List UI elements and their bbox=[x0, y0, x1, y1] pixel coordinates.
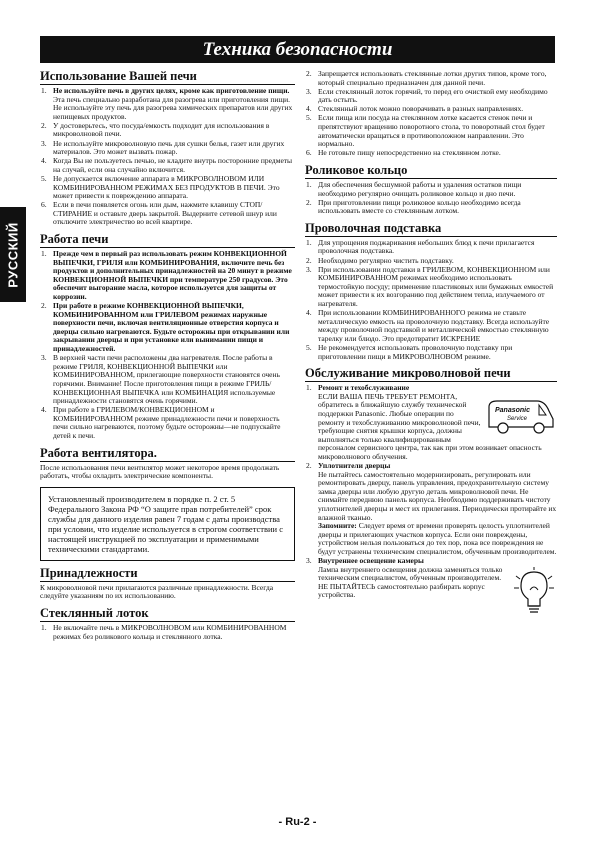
item-text: Не используйте микроволновую печь для сушки белья, газет или других материалов. Это может вызвать пожар. bbox=[53, 138, 285, 157]
section-heading: Обслуживание микроволновой печи bbox=[305, 367, 557, 382]
numbered-list bbox=[40, 250, 295, 441]
item-text: При приготовлении пищи роликовое кольцо необходимо всегда использовать вместе со стеклянным лотком. bbox=[318, 197, 521, 216]
language-label: РУССКИЙ bbox=[5, 221, 21, 288]
numbered-list bbox=[305, 70, 557, 158]
section-heading: Стеклянный лоток bbox=[40, 607, 295, 622]
section-oven-operation bbox=[40, 233, 295, 441]
item-number: 6. bbox=[41, 200, 47, 210]
list-item bbox=[305, 149, 557, 158]
item-text: Стеклянный лоток можно поворачивать в разных направлениях. bbox=[318, 104, 524, 114]
list-item bbox=[40, 302, 295, 354]
item-number: 4. bbox=[306, 104, 312, 114]
note-text: Следует время от времени проверять целость уплотнителей дверцы и прилегающих участков корпуса. Если они повреждены, устройством нельзя пользоваться до тех пор, пока все повреждения не будут устранены техническим специалистом, обученным производителем. bbox=[318, 521, 557, 556]
section-maintenance bbox=[305, 367, 557, 600]
item-lead: Прежде чем в первый раз использовать режим КОНВЕКЦИОННОЙ ВЫПЕЧКИ, ГРИЛЯ или КОМБИНИРОВАНИЯ, включите печь без продуктов и дополнительных принадлежностей на 20 минут в режиме КОНВЕКЦИОННОЙ ВЫПЕЧКИ при температуре 250 градусов. Это обеспечит выгорание масла, которое используется для защиты от коррозии. bbox=[53, 249, 292, 301]
list-item bbox=[40, 624, 295, 641]
item-text: Не допускается включение аппарата в МИКРОВОЛНОВОМ ИЛИ КОМБИНИРОВАННОМ РЕЖИМАХ БЕЗ ПРОДУКТОВ В ПЕЧИ. Это может привести к повреждению аппарата. bbox=[53, 173, 280, 201]
item-number: 2. bbox=[306, 69, 312, 78]
item-number: 2. bbox=[41, 120, 47, 130]
item-text: Для обеспечения бесшумной работы и удаления остатков пищи необходимо регулярно очищать роликовое кольцо и дно печи. bbox=[318, 179, 522, 198]
list-item bbox=[40, 406, 295, 440]
item-text: Лампа внутреннего освещения должна заменяться только техническим специалистом, обученным производителем. НЕ ПЫТАЙТЕСЬ самостоятельно разбирать корпус устройства. bbox=[318, 564, 503, 600]
item-text: У достоверьтесь, что посуда/емкость подходит для использования в микроволновой печи. bbox=[53, 120, 270, 139]
item-number: 1. bbox=[41, 249, 47, 258]
item-text: Для упрощения поджаривания небольших блюд к печи прилагается проволочная подставка. bbox=[318, 237, 535, 256]
list-item: 1. Ремонт и техобслуживание Panasonic Service ЕСЛИ ВАША ПЕЧЬ ТРЕБУЕТ РЕМОНТА, обратитесь в ближайшую службу технической поддержки Panasonic. Любые операции по ремонту и техобслуживанию микроволновой печи, требующие снятия крышки корпуса, должны выполняться только квалифицированным персоналом сервисного центра, так как при этом возникает опасность микроволнового облучения. bbox=[305, 384, 557, 461]
numbered-list bbox=[305, 181, 557, 216]
item-text: При использовании КОМБИНИРОВАННОГО режима не ставьте металлическую емкость на проволочную подставку. Всегда используйте между проволочной подставкой и металлической емкостью стеклянную тарелку или блюдо. Это предотвратит ИСКРЕНИЕ bbox=[318, 308, 550, 343]
section-heading: Использование Вашей печи bbox=[40, 70, 295, 85]
item-number: 1. bbox=[41, 622, 47, 632]
list-item bbox=[40, 175, 295, 201]
item-text: Если пища или посуда на стеклянном лотке касается стенок печи и препятствуют вращению поворотного стола, то поворотный стол будет автоматически вращаться в противоположном направлении. Это нормально. bbox=[318, 113, 545, 149]
list-item bbox=[40, 157, 295, 174]
item-number: 5. bbox=[306, 342, 312, 352]
page-number: - Ru-2 - bbox=[278, 816, 317, 828]
item-number: 1. bbox=[306, 237, 312, 247]
item-number: 4. bbox=[41, 405, 47, 415]
numbered-list bbox=[40, 87, 295, 227]
item-lead: При работе в режиме КОНВЕКЦИОННОЙ ВЫПЕЧКИ, КОМБИНИРОВАННОМ или ГРИЛЕВОМ режимах наружные поверхности печи, включая вентиляционные отверстия корпуса и дверцы сильно нагреваются. Будьте осторожны при открывании или закрывании дверцы и при установке или вынимании пищи и принадлежностей. bbox=[53, 301, 290, 354]
van-brand-text: Panasonic bbox=[495, 406, 531, 414]
section-oven-use bbox=[40, 70, 295, 227]
item-text: Не пытайтесь самостоятельно модернизировать, регулировать или ремонтировать дверцу, панель управления, предохранительную систему замка дверцы или любую другую деталь микроволновой печи. Не снимайте переднюю панель корпуса. Необходимо поддерживать чистоту уплотнителей дверцы и мест их прилегания. Периодически протирайте их влажной тканью. bbox=[318, 469, 557, 522]
item-text: ЕСЛИ ВАША ПЕЧЬ ТРЕБУЕТ РЕМОНТА, обратитесь в ближайшую службу технической поддержки Panasonic. Любые операции по ремонту и техобслуживанию микроволновой печи, требующие снятия крышки корпуса, должны выполняться только квалифицированным персоналом сервисного центра, так как при этом возникает опасность микроволнового облучения. bbox=[318, 391, 542, 461]
list-item bbox=[305, 88, 557, 105]
list-item bbox=[305, 344, 557, 361]
language-tab bbox=[0, 207, 26, 302]
numbered-list bbox=[40, 624, 295, 641]
item-text: Не рекомендуется использовать проволочную подставку при приготовлении пищи в МИКРОВОЛНОВОМ режиме. bbox=[318, 342, 513, 361]
section-roller-ring bbox=[305, 164, 557, 216]
van-service-text: Service bbox=[507, 415, 528, 422]
item-number: 1. bbox=[306, 179, 312, 189]
item-text: Если в печи появляется огонь или дым, нажмите клавишу СТОП/СТИРАНИЕ и оставьте дверь закрытой. Выдерните сетевой шнур или отключите электричество во всей квартире. bbox=[53, 200, 277, 227]
service-van-icon bbox=[485, 393, 557, 437]
item-number: 1. bbox=[41, 86, 47, 95]
section-glass-tray bbox=[40, 607, 295, 641]
service-life-notice: Установленный производителем в порядке п. 2 ст. 5 Федерального Закона РФ “О защите прав потребителей” срок службы для данного изделия равен 7 годам с даты производства при условии, что изделие используется в строгом соответствии с настоящей инструкцией по эксплуатации и применимыми техническими стандартами. bbox=[40, 487, 295, 561]
list-item bbox=[40, 87, 295, 121]
paragraph: К микроволновой печи прилагаются различные принадлежности. Всегда следуйте указаниям по их использованию. bbox=[40, 582, 274, 601]
section-glass-tray-continued bbox=[305, 70, 557, 158]
list-item bbox=[40, 250, 295, 302]
light-bulb-icon bbox=[511, 566, 557, 618]
item-text: Необходимо регулярно чистить подставку. bbox=[318, 255, 454, 265]
list-item bbox=[305, 70, 557, 87]
item-text: Не включайте печь в МИКРОВОЛНОВОМ или КОМБИНИРОВАННОМ режимах без роликового кольца и стеклянного лотка. bbox=[53, 622, 287, 641]
item-text: В верхней части печи расположены два нагревателя. После работы в режиме ГРИЛЯ, КОНВЕКЦИОННОЙ ВЫПЕЧКИ или КОМБИНИРОВАННОМ, прилегающие поверхности становятся очень горячими. Внимание! После приготовления пищи в режиме ГРИЛЬ/КОНВЕКЦИОННАЯ ВЫПЕЧКА или КОМБИНАЦИЯ используемые принадлежности становятся очень горячими. bbox=[53, 353, 280, 406]
list-item bbox=[305, 239, 557, 256]
numbered-list bbox=[305, 239, 557, 361]
page-title: Техника безопасности bbox=[40, 36, 555, 63]
item-number: 5. bbox=[306, 113, 312, 123]
item-number: 3. bbox=[41, 353, 47, 363]
item-text: При работе в ГРИЛЕВОМ/КОНВЕКЦИОННОМ и КОМБИНИРОВАННОМ режиме принадлежности печи и поверхность печи сильно нагреваются, поэтому будьте осторожны—не подпускайте детей к печи. bbox=[53, 405, 281, 440]
section-accessories bbox=[40, 567, 295, 601]
item-title: Внутреннее освещение камеры bbox=[318, 556, 424, 565]
item-number: 3. bbox=[306, 86, 312, 96]
section-heading: Принадлежности bbox=[40, 567, 295, 582]
item-title: Уплотнители дверцы bbox=[318, 460, 391, 470]
list-item bbox=[305, 266, 557, 309]
section-heading: Работа печи bbox=[40, 233, 295, 248]
item-number: 2. bbox=[41, 301, 47, 311]
item-text: При использовании подставки в ГРИЛЕВОМ, КОНВЕКЦИОННОМ или КОМБИНИРОВАННОМ режимах необходимо использовать термостойкую посуду; применение пластиковых или бумажных емкостей может привести к их возгоранию под действием тепла, излучаемого от нагревателя. bbox=[318, 264, 554, 308]
list-item bbox=[305, 309, 557, 343]
section-heading: Роликовое кольцо bbox=[305, 164, 557, 179]
left-column bbox=[40, 70, 295, 647]
item-number: 3. bbox=[41, 138, 47, 148]
section-heading: Проволочная подставка bbox=[305, 222, 557, 237]
item-text: Когда Вы не пользуетесь печью, не кладите внутрь посторонние предметы на случай, если она случайно включится. bbox=[53, 156, 293, 174]
item-text: Если стеклянный лоток горячий, то перед его очисткой ему необходимо дать остыть. bbox=[318, 86, 548, 105]
section-wire-rack bbox=[305, 222, 557, 361]
item-number: 2. bbox=[306, 255, 312, 265]
section-fan bbox=[40, 447, 295, 481]
numbered-list bbox=[305, 384, 557, 600]
item-number: 4. bbox=[41, 156, 47, 166]
list-item bbox=[305, 199, 557, 216]
note-label: Запомните: bbox=[318, 521, 357, 531]
item-number: 3. bbox=[306, 264, 312, 274]
list-item: 3. Внутреннее освещение камеры Лампа внутреннего освещения должна заменяться только техническим специалистом, обученным производителем. НЕ ПЫТАЙТЕСЬ самостоятельно разбирать корпус устройства. bbox=[305, 557, 557, 600]
paragraph: После использования печи вентилятор может некоторое время продолжать работать, чтобы охладить электрические компоненты. bbox=[40, 462, 280, 481]
item-number: 6. bbox=[306, 148, 312, 158]
list-item bbox=[305, 181, 557, 198]
list-item bbox=[40, 122, 295, 139]
section-heading: Работа вентилятора. bbox=[40, 447, 295, 462]
list-item: 2. Уплотнители дверцы Не пытайтесь самостоятельно модернизировать, регулировать или ремонтировать дверцу, панель управления, предохранительную систему замка дверцы или любую другую деталь микроволновой печи. Не снимайте переднюю панель корпуса. Необходимо поддерживать чистоту уплотнителей дверцы и мест их прилегания. Периодически протирайте их влажной тканью. Запомните: Следует время от времени проверять целость уплотнителей дверцы и прилегающих участков корпуса. Если они повреждены, устройством нельзя пользоваться до тех пор, пока все повреждения не будут устранены техническим специалистом, обученным производителем. bbox=[306, 460, 557, 556]
item-text: Запрещается использовать стеклянные лотки других типов, кроме того, который специально предназначен для данной печи. bbox=[318, 69, 547, 87]
item-number: 4. bbox=[306, 308, 312, 318]
right-column bbox=[305, 70, 557, 620]
item-number: 5. bbox=[41, 173, 47, 183]
item-lead: Не используйте печь в других целях, кроме как приготовление пищи. bbox=[53, 86, 290, 95]
list-item bbox=[40, 201, 295, 227]
item-title: Ремонт и техобслуживание bbox=[318, 383, 410, 393]
item-number: 2. bbox=[306, 197, 312, 207]
item-text: Эта печь специально разработана для разогрева или приготовления пищи. Не используйте эту печь для разогрева химических препаратов или других непищевых продуктов. bbox=[53, 94, 293, 121]
list-item bbox=[305, 114, 557, 148]
list-item bbox=[40, 354, 295, 406]
item-text: Не готовьте пищу непосредственно на стеклянном лотке. bbox=[318, 148, 501, 158]
list-item bbox=[40, 140, 295, 157]
